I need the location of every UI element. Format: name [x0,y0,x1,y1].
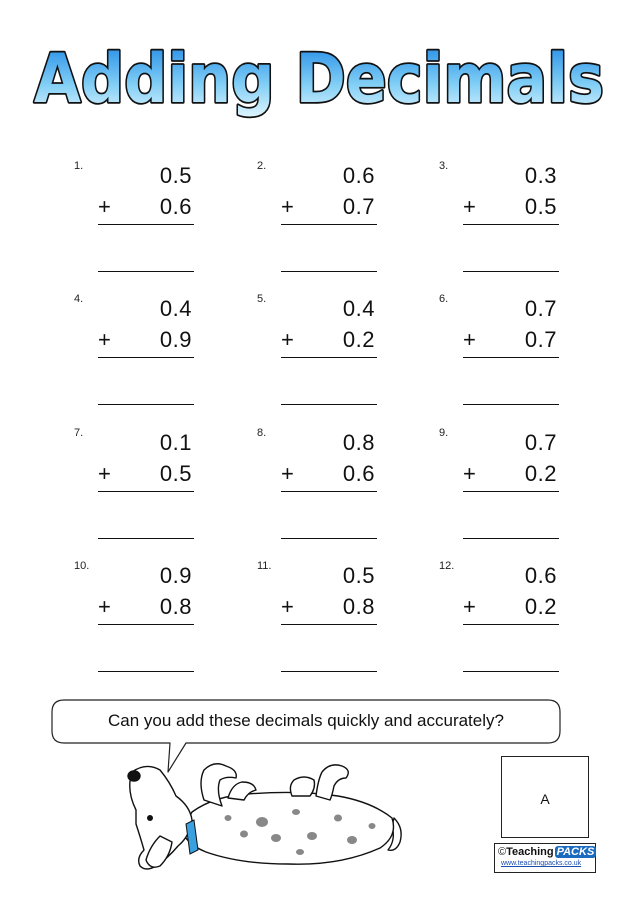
first-addend: 0.6 [524,563,557,588]
problem-number: 6. [439,293,449,305]
plus-sign: + [98,461,111,486]
plus-sign: + [281,327,294,352]
problem-number: 5. [257,293,267,305]
second-addend: 0.8 [342,594,375,619]
second-addend: 0.9 [159,327,192,352]
first-addend: 0.4 [342,296,375,321]
plus-sign: + [463,327,476,352]
first-addend: 0.6 [342,163,375,188]
second-addend: 0.5 [159,461,192,486]
dog-back-leg [316,765,348,800]
brand-packs: PACKS [556,846,595,858]
plus-sign: + [463,461,476,486]
speech-bubble-text: Can you add these decimals quickly and accurately? [108,711,504,730]
brand-url-link[interactable]: www.teachingpacks.co.uk [501,860,582,867]
second-addend: 0.2 [524,594,557,619]
plus-sign: + [463,594,476,619]
problem-number: 12. [439,560,455,572]
page-title: Adding Decimals [34,40,604,119]
plus-sign: + [281,461,294,486]
dog-nose [128,771,140,781]
plus-sign: + [463,194,476,219]
first-addend: 0.7 [524,430,557,455]
problem-number: 2. [257,160,267,172]
problem-number: 11. [257,560,272,572]
worksheet-label-box [501,756,589,838]
second-addend: 0.7 [342,194,375,219]
dog-eye [147,815,153,821]
copyright-symbol: © [498,846,507,858]
plus-sign: + [98,194,111,219]
second-addend: 0.6 [159,194,192,219]
second-addend: 0.7 [524,327,557,352]
first-addend: 0.3 [524,163,557,188]
first-addend: 0.1 [159,430,192,455]
problem-number: 7. [74,427,84,439]
brand-name: Teaching [506,846,554,858]
brand-logo [494,843,596,873]
plus-sign: + [281,594,294,619]
first-addend: 0.5 [342,563,375,588]
second-addend: 0.5 [524,194,557,219]
second-addend: 0.6 [342,461,375,486]
problem-number: 10. [74,560,90,572]
plus-sign: + [98,327,111,352]
problem-number: 4. [74,293,84,305]
first-addend: 0.7 [524,296,557,321]
first-addend: 0.8 [342,430,375,455]
problem-number: 1. [74,160,84,172]
problem-number: 8. [257,427,267,439]
second-addend: 0.8 [159,594,192,619]
worksheet-label: A [540,791,550,807]
first-addend: 0.9 [159,563,192,588]
second-addend: 0.2 [342,327,375,352]
first-addend: 0.4 [159,296,192,321]
plus-sign: + [281,194,294,219]
problem-number: 9. [439,427,449,439]
second-addend: 0.2 [524,461,557,486]
dog-back-leg [290,777,314,796]
plus-sign: + [98,594,111,619]
problem-number: 3. [439,160,449,172]
first-addend: 0.5 [159,163,192,188]
